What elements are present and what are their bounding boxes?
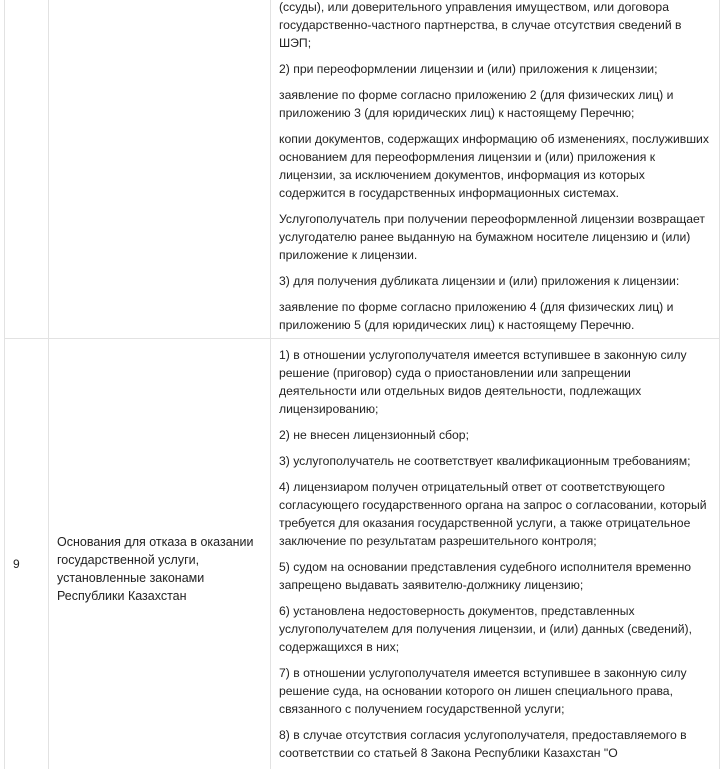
paragraph: 6) установлена недостоверность документов, представленных услугополучателем для получения лицензии, и (или) данных (сведений), содержащихся в них; (279, 604, 692, 654)
paragraph: 1) в отношении услугополучателя имеется вступившее в законную силу решение (приговор) суда о приостановлении или запрещении деятельности или отдельных видов деятельности, подлежащих лицензированию; (279, 348, 687, 416)
row-number: 9 (5, 339, 49, 769)
row-description (271, 0, 717, 338)
paragraph: 3) для получения дубликата лицензии и (или) приложения к лицензии: (279, 274, 680, 288)
paragraph: (ссуды), или доверительного управления имуществом, или договора государственно-частного партнерства, в случае отсутствия сведений в ШЭП; (279, 0, 682, 50)
services-table (4, 0, 720, 769)
paragraph: 4) лицензиаром получен отрицательный ответ от соответствующего согласующего государственного органа на запрос о согласовании, который требуется для оказания государственной услуги, а также отрицательное заключение по результатам разрешительного контроля; (279, 480, 707, 548)
table-row (5, 339, 719, 769)
row-description (271, 339, 717, 769)
paragraph: заявление по форме согласно приложению 4 (для физических лиц) и приложению 5 (для юридических лиц) к настоящему Перечню. (279, 300, 674, 332)
paragraph: Услугополучатель при получении переоформленной лицензии возвращает услугодателю ранее выданную на бумажном носителе лицензию и (или) приложение к лицензии. (279, 212, 705, 262)
row-name (49, 0, 271, 338)
paragraph: заявление по форме согласно приложению 2 (для физических лиц) и приложению 3 (для юридических лиц) к настоящему Перечню; (279, 88, 674, 120)
paragraph: 8) в случае отсутствия согласия услугополучателя, предоставляемого в соответствии со статьей 8 Закона Республики Казахстан "О (279, 728, 687, 760)
paragraph: 5) судом на основании представления судебного исполнителя временно запрещено выдавать заявителю-должнику лицензию; (279, 560, 692, 592)
row-number (5, 0, 49, 338)
paragraph: 2) не внесен лицензионный сбор; (279, 428, 469, 442)
row-name: Основания для отказа в оказании государственной услуги, установленные законами Республики Казахстан (49, 339, 271, 769)
paragraph: 3) услугополучатель не соответствует квалификационным требованиям; (279, 454, 691, 468)
paragraph: 7) в отношении услугополучателя имеется вступившее в законную силу решение суда, на основании которого он лишен специального права, связанного с получением государственной услуги; (279, 666, 687, 716)
paragraph: копии документов, содержащих информацию об изменениях, послуживших основанием для переоформления лицензии и (или) приложения к лицензии, за исключением документов, информация из которых содержится в государственных информационных системах. (279, 132, 709, 200)
paragraph: 2) при переоформлении лицензии и (или) приложения к лицензии; (279, 62, 658, 76)
table-row (5, 0, 719, 339)
